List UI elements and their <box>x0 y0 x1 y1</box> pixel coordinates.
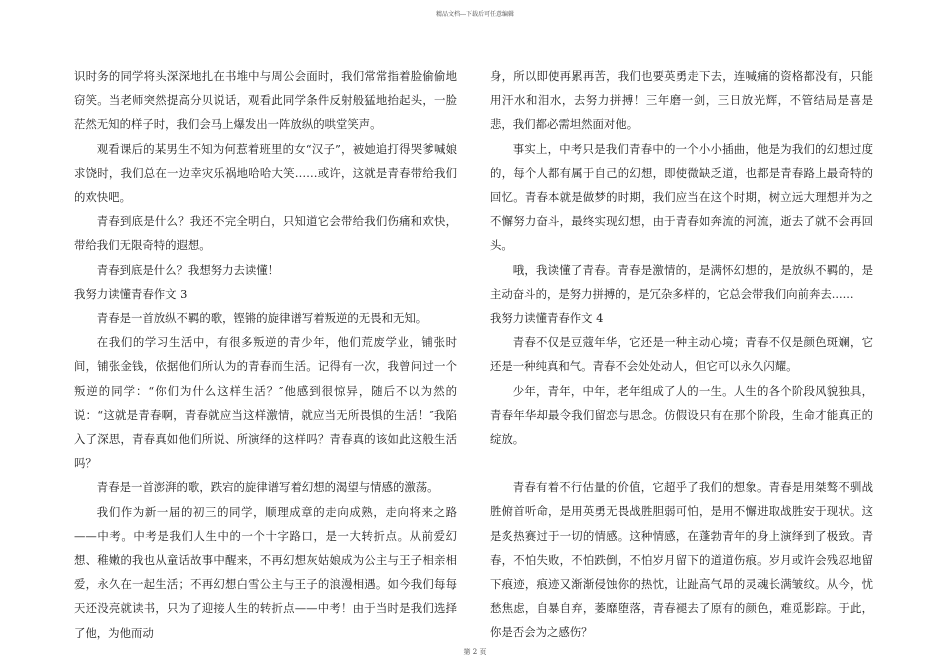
paragraph: 识时务的同学将头深深地扎在书堆中与周公会面时，我们常常指着脸偷偷地窃笑。当老师突然提高分贝说话，观看此同学条件反射般猛地抬起头，一脸茫然无知的样子时，我们会马上爆发出一阵放纵的哄堂笑声。 <box>74 69 457 132</box>
section-heading: 我努力读懂青春作文 3 <box>74 286 188 301</box>
right-text-column <box>490 64 873 645</box>
left-text-column <box>74 64 457 645</box>
paragraph: 青春到底是什么？我想努力去读懂！ <box>96 262 280 277</box>
page-number: 第 2 页 <box>463 648 487 656</box>
blank-line <box>490 451 873 475</box>
paragraph: 青春到底是什么？我还不完全明白，只知道它会带给我们伤痛和欢快，带给我们无限奇特的遐想。 <box>74 214 457 253</box>
paragraph: 青春是一首澎湃的歌，跌宕的旋律谱写着幻想的渴望与情感的激荡。 <box>96 480 439 495</box>
page-header: 精品文档---下载后可任意编辑 <box>435 11 515 18</box>
paragraph: 我们作为新一届的初三的同学，顺理成章的走向成熟，走向将来之路——中考。中考是我们人生中的一个十字路口，是一大转折点。从前爱幻想、稚嫩的我也从童话故事中醒来，不再幻想灰姑娘成为公主与王子相亲相爱，永久在一起生活；不再幻想白雪公主与王子的浪漫相遇。如今我们每每天还没亮就读书，只为了迎接人生的转折点——中考！由于当时是我们选择了他，为他而动 <box>74 504 457 640</box>
section-heading: 我努力读懂青春作文 4 <box>490 311 604 326</box>
paragraph: 青春是一首放纵不羁的歌，铿锵的旋律谱写着叛逆的无畏和无知。 <box>96 311 428 326</box>
paragraph: 事实上，中考只是我们青春中的一个小小插曲，他是为我们的幻想过度的，每个人都有属于自己的幻想，即使微缺乏道，也都是青春路上最奇特的回忆。青春本就是做梦的时期，我们应当在这个时期，树立远大理想并为之不懈努力奋斗，最终实现幻想，由于青春如奔流的河流，逝去了就不会再回头。 <box>490 141 873 253</box>
paragraph: 青春有着不行估量的价值，它超乎了我们的想象。青春是用桀骜不驯战胜俯首听命，是用英勇无畏战胜胆弱可怕，是用不懈进取战胜安于现状。这是炙热赛过于一切的情感。这种情感，在蓬勃青年的身上演绎到了极致。青春，不怕失败，不怕跌倒，不怕岁月留下的道道伤痕。岁月或许会残忍地留下痕迹，痕迹又渐渐侵蚀你的热忱，让趾高气昂的灵魂长满皱纹。从今，忧愁焦虑，自暴自弃，萎靡堕落，青春褪去了原有的颜色，难觅影踪。于此，你是否会为之感伤？ <box>490 480 873 640</box>
paragraph: 身，所以即使再累再苦，我们也要英勇走下去，连喊痛的资格都没有，只能用汗水和泪水，去努力拼搏！三年磨一剑，三日放光辉，不管结局是喜是悲，我们都必需坦然面对他。 <box>490 69 873 132</box>
paragraph: 哦，我读懂了青春。青春是激情的，是满怀幻想的，是放纵不羁的，是主动奋斗的，是努力拼搏的，是冗杂多样的，它总会带我们向前奔去...... <box>490 262 873 301</box>
paragraph: 青春不仅是豆蔻年华，它还是一种主动心境；青春不仅是颜色斑斓，它还是一种纯真和气。青春不会处处动人，但它可以永久闪耀。 <box>490 335 873 374</box>
paragraph: 少年，青年，中年，老年组成了人的一生。人生的各个阶段风貌独具，青春年华却最令我们留恋与思念。仿假设只有在那个阶段，生命才能真正的绽放。 <box>490 383 873 447</box>
paragraph: 在我们的学习生活中，有很多叛逆的青少年，他们荒废学业，铺张时间，铺张金钱，依据他们所认为的青春而生活。记得有一次，我曾问过一个叛逆的同学：“你们为什么这样生活？″他感到很惊异，随后不以为然的说：“这就是青春啊，青春就应当这样激情，就应当无所畏惧的生活！″我陷入了深思，青春真如他们所说、所演绎的这样吗？青春真的该如此这般生活吗？ <box>74 335 457 471</box>
paragraph: 观看课后的某男生不知为何惹着班里的女“汉子”，被她追打得哭爹喊娘求饶时，我们总在一边幸灾乐祸地哈哈大笑……或许，这就是青春带给我们的欢快吧。 <box>74 141 457 205</box>
